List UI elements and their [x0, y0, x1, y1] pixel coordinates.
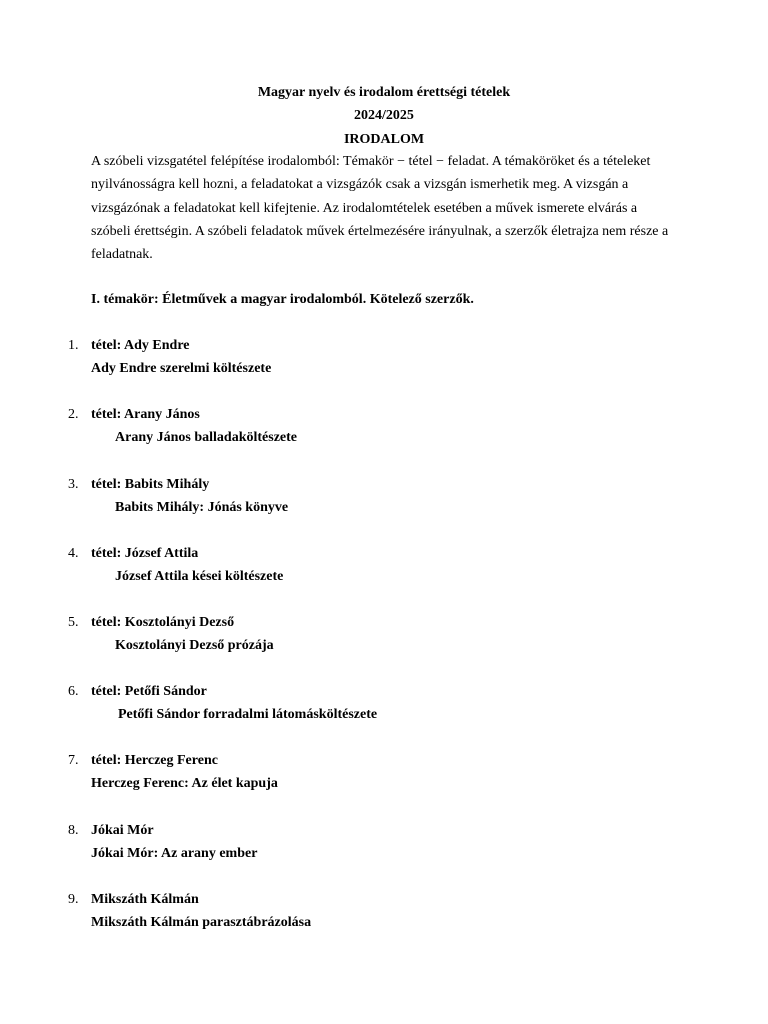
- list-item-number: 9.: [68, 892, 79, 907]
- list-item-number: 8.: [68, 823, 79, 838]
- list-item-subtitle: Herczeg Ferenc: Az élet kapuja: [91, 776, 278, 791]
- list-item: [0, 751, 768, 797]
- list-item-number: 5.: [68, 615, 79, 630]
- list-item-subtitle: Arany János balladaköltészete: [115, 430, 297, 445]
- list-item-number: 1.: [68, 338, 79, 353]
- list-item: [0, 682, 768, 728]
- list-item-title: tétel: Babits Mihály: [91, 477, 210, 492]
- list-item-subtitle: Babits Mihály: Jónás könyve: [115, 500, 289, 515]
- list-item-subtitle: József Attila kései költészete: [115, 569, 284, 584]
- list-item-number: 4.: [68, 546, 79, 561]
- list-item-title: tétel: József Attila: [91, 546, 199, 561]
- intro-paragraph: A szóbeli vizsgatétel felépítése irodalomból: Témakör − tétel − feladat. A témaköröket és a tételeket nyilvánosságra kell hozni, a feladatokat a vizsgázók csak a vizsgán ismerhetik meg. A vizsgán a vizsgázónak a feladatokat kell kifejtenie. Az irodalomtételek esetében a művek ismerete elvárás a szóbeli érettségin. A szóbeli feladatok művek értelmezésére irányulnak, a szerzők életrajza nem része a feladatnak.: [91, 154, 669, 263]
- list-item-subtitle: Kosztolányi Dezső prózája: [115, 638, 274, 653]
- section-heading: IRODALOM: [343, 132, 425, 147]
- list-item-number: 7.: [68, 753, 79, 768]
- list-item-title: tétel: Arany János: [91, 407, 200, 422]
- list-item-number: 2.: [68, 407, 79, 422]
- list-item-title: tétel: Kosztolányi Dezső: [91, 615, 235, 630]
- list-item-number: 3.: [68, 477, 79, 492]
- list-item-subtitle: Jókai Mór: Az arany ember: [91, 846, 258, 861]
- list-item-title: tétel: Herczeg Ferenc: [91, 753, 218, 768]
- list-item: [0, 890, 768, 936]
- document-title: Magyar nyelv és irodalom érettségi tételek: [257, 85, 511, 100]
- list-item-subtitle: Mikszáth Kálmán parasztábrázolása: [91, 915, 312, 930]
- list-item-subtitle: Ady Endre szerelmi költészete: [91, 361, 272, 376]
- school-year: 2024/2025: [354, 108, 414, 123]
- list-item: [0, 405, 768, 451]
- list-item-title: Jókai Mór: [91, 823, 154, 838]
- list-item: [0, 613, 768, 659]
- list-item-number: 6.: [68, 684, 79, 699]
- list-item-title: Mikszáth Kálmán: [91, 892, 199, 907]
- list-item-title: tétel: Ady Endre: [91, 338, 190, 353]
- list-item: [0, 336, 768, 382]
- list-item: [0, 475, 768, 521]
- list-item: [0, 544, 768, 590]
- list-item-subtitle: Petőfi Sándor forradalmi látomásköltészete: [118, 707, 378, 722]
- list-item-title: tétel: Petőfi Sándor: [91, 684, 207, 699]
- list-item: [0, 821, 768, 867]
- topic-heading: I. témakör: Életművek a magyar irodalomból. Kötelező szerzők.: [91, 292, 474, 307]
